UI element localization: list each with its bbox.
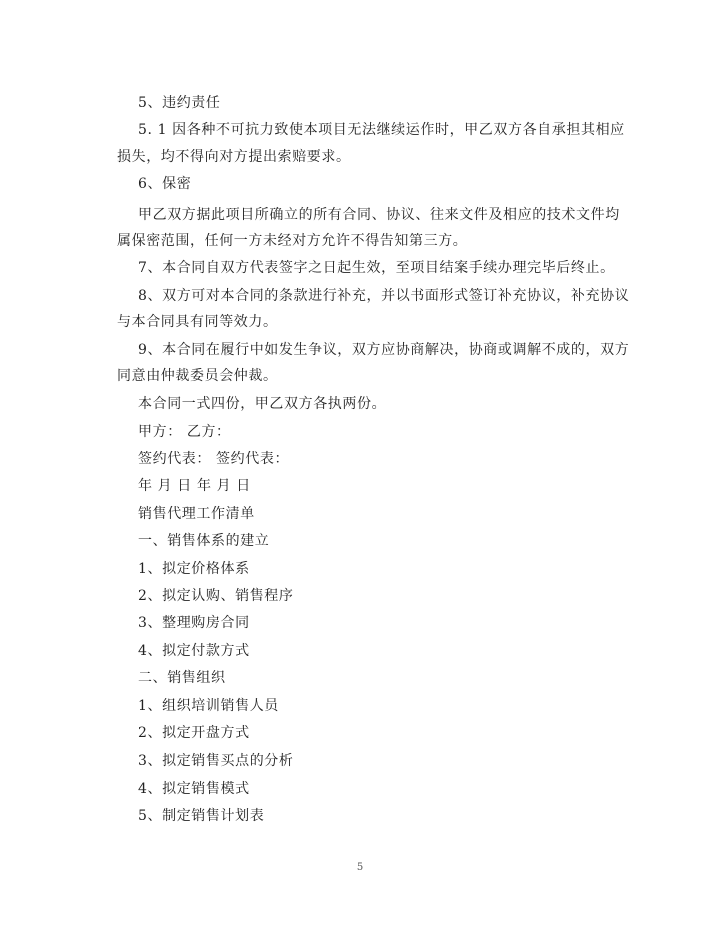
- list-item: 4、拟定付款方式: [138, 643, 250, 659]
- paragraph-breach-heading: 5、违约责任: [138, 95, 221, 111]
- list-item: 4、拟定销售模式: [138, 781, 250, 797]
- paragraph-dispute-line-1: 9、本合同在履行中如发生争议，双方应协商解决，协商或调解不成的，双方: [138, 342, 630, 358]
- list-item: 3、拟定销售买点的分析: [138, 753, 294, 769]
- paragraph-dispute-line-2: 同意由仲裁委员会仲裁。: [117, 368, 278, 384]
- paragraph-force-majeure-line-2: 损失，均不得向对方提出索赔要求。: [117, 149, 351, 165]
- list-item: 2、拟定开盘方式: [138, 725, 250, 741]
- section-heading-sales-system: 一、销售体系的建立: [138, 533, 270, 549]
- page-number: 5: [356, 862, 364, 873]
- paragraph-force-majeure-line-1: 5. 1 因各种不可抗力致使本项目无法继续运作时，甲乙双方各自承担其相应: [138, 122, 625, 138]
- signature-dates: 年 月 日 年 月 日: [138, 478, 251, 494]
- paragraph-supplement-line-2: 与本合同具有同等效力。: [117, 314, 278, 330]
- paragraph-supplement-line-1: 8、双方可对本合同的条款进行补充，并以书面形式签订补充协议，补充协议: [138, 288, 630, 304]
- section-title-sales-agency-worklist: 销售代理工作清单: [138, 506, 255, 522]
- list-item: 1、组织培训销售人员: [138, 698, 279, 714]
- list-item: 2、拟定认购、销售程序: [138, 588, 294, 604]
- signature-parties: 甲方： 乙方：: [138, 424, 231, 440]
- paragraph-confidentiality-heading: 6、保密: [138, 176, 192, 192]
- list-item: 5、制定销售计划表: [138, 808, 265, 824]
- paragraph-effective-date: 7、本合同自双方代表签字之日起生效，至项目结案手续办理完毕后终止。: [138, 260, 615, 276]
- paragraph-copies: 本合同一式四份，甲乙双方各执两份。: [138, 396, 387, 412]
- paragraph-confidentiality-line-1: 甲乙双方据此项目所确立的所有合同、协议、往来文件及相应的技术文件均: [138, 207, 620, 223]
- section-heading-sales-organization: 二、销售组织: [138, 670, 226, 686]
- paragraph-confidentiality-line-2: 属保密范围，任何一方未经对方允许不得告知第三方。: [117, 233, 468, 249]
- list-item: 1、拟定价格体系: [138, 561, 250, 577]
- list-item: 3、整理购房合同: [138, 615, 250, 631]
- signature-representatives: 签约代表： 签约代表：: [138, 451, 290, 467]
